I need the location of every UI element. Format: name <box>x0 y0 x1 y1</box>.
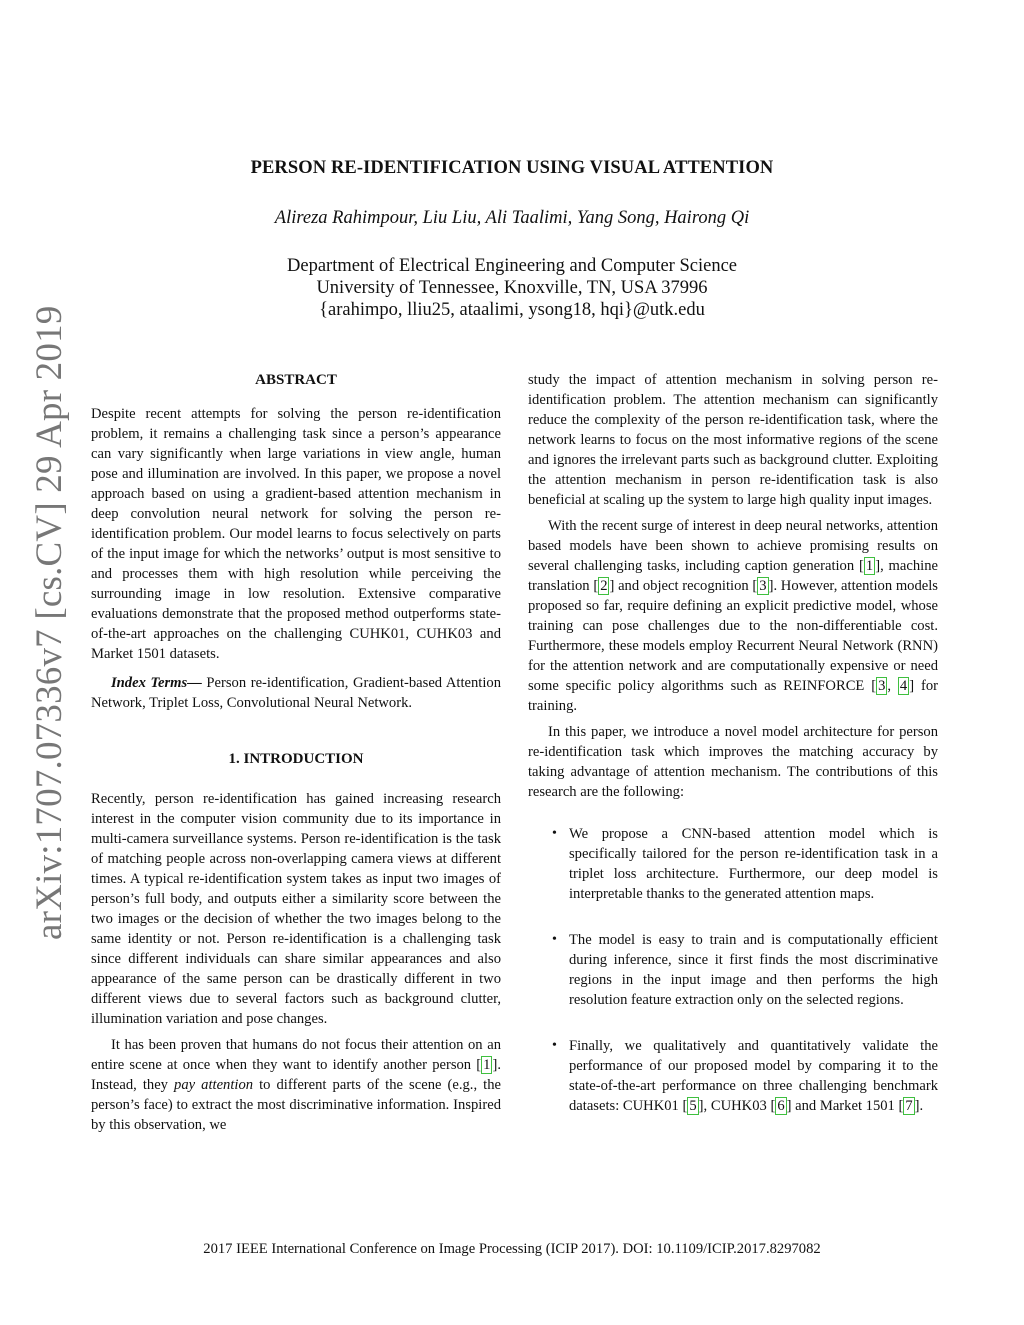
left-column <box>91 370 501 1135</box>
text-run: to different parts of the scene (e.g., the person’s face) to extract the most discriminative information. Inspired by this observation, we <box>91 1077 501 1133</box>
intro-paragraph-3: study the impact of attention mechanism in solving person re-identification problem. The attention mechanism can significantly reduce the complexity of the person re-identification task, where the network learns to focus on the most informative regions of the scene and ignores the irrelevant parts such as background clutter. Exploiting the attention mechanism in person re-identification task is also beneficial at scaling up the system to large high quality input images. <box>528 372 938 508</box>
citation-link[interactable]: 3 <box>759 578 767 594</box>
text-run: , machine translation <box>528 558 938 594</box>
right-column <box>528 370 938 1142</box>
citation-link[interactable]: 3 <box>878 678 886 694</box>
conference-footer: 2017 IEEE International Conference on Image Processing (ICIP 2017). DOI: 10.1109/ICIP.2017.8297082 <box>203 1241 821 1257</box>
list-item <box>528 824 938 904</box>
index-terms-label: Index Terms— <box>111 675 202 691</box>
text-run: . However, attention models proposed so far, require defining an explicit predictive model, whose training can pose challenges due to the non-differentiable cost. Furthermore, these models employ Recurrent Neural Network (RNN) for the attention network and are computationally expensive or need some specific policy algorithms such as REINFORCE <box>528 578 938 694</box>
intro-paragraph-2: It has been proven that humans do not focus their attention on an entire scene at once when they want to identify another person [ 1 ]. Instead, they pay attention to different parts of the scene (e.g., the person’s face) to extract the most discriminative information. Inspired by this observation, we <box>91 1037 501 1133</box>
affiliation-block <box>0 255 1024 321</box>
text-run: Finally, we qualitatively and quantitatively validate the performance of our proposed model by comparing it to the state-of-the-art performance on three challenging benchmark datasets: CUHK01 <box>569 1038 938 1114</box>
introduction-heading: 1. INTRODUCTION <box>228 751 364 767</box>
intro-paragraph-4: With the recent surge of interest in deep neural networks, attention based models have been shown to achieve promising results on several challenging tasks, including caption generation [ 1 ], machine translation [ 2 ] and object recognition [ 3 ]. However, attention models proposed so far, require defining an explicit predictive model, whose training can pose challenges due to the non-differentiable cost. Furthermore, these models employ Recurrent Neural Network (RNN) for the attention network and are computationally expensive or need some specific policy algorithms such as REINFORCE [ 3 , 4 ] for training. <box>528 518 938 714</box>
text-run: , CUHK03 <box>703 1098 771 1114</box>
emphasis-text: pay attention <box>174 1077 254 1093</box>
index-terms-text: Person re-identification, Gradient-based Attention Network, Triplet Loss, Convolutional Neural Network. <box>91 675 501 711</box>
abstract-text: Despite recent attempts for solving the person re-identification problem, it remains a challenging task since a person’s appearance can vary significantly when large variations in view angle, human pose and illumination are involved. In this paper, we propose a novel approach based on using a gradient-based attention mechanism in deep convolution neural network for solving the person re-identification problem. Our model learns to focus selectively on parts of the input image for which the networks’ output is most sensitive to and processes them with high resolution while perceiving the surrounding image in low resolution. Extensive comparative evaluations demonstrate that the proposed method outperforms state-of-the-art approaches on the challenging CUHK01, CUHK03 and Market 1501 datasets. <box>91 406 501 662</box>
citation-link[interactable]: 7 <box>905 1098 913 1114</box>
bullet-text: The model is easy to train and is computationally efficient during inference, since it first finds the most discriminative regions in the input image and then performs the high resolution feature extraction only on the selected regions. <box>569 932 938 1008</box>
bullet-text: We propose a CNN-based attention model which is specifically tailored for the person re-identification task in a triplet loss architecture. Furthermore, our deep model is interpretable thanks to the generated attention maps. <box>569 826 938 902</box>
text-run: With the recent surge of interest in deep neural networks, attention based models have been shown to achieve promising results on several challenging tasks, including caption generation <box>528 518 938 574</box>
bullet-icon: • <box>552 1038 557 1053</box>
abstract-heading: ABSTRACT <box>255 372 337 388</box>
text-run: and object recognition <box>614 578 753 594</box>
text-run: It has been proven that humans do not focus their attention on an entire scene at once when they want to identify another person <box>91 1037 501 1073</box>
text-run: . Instead, they <box>91 1057 501 1093</box>
university: University of Tennessee, Knoxville, TN, USA 37996 <box>316 278 708 298</box>
intro-paragraph-5: In this paper, we introduce a novel model architecture for person re-identification task which improves the matching accuracy by taking advantage of attention mechanism. The contributions of this research are the following: <box>528 724 938 800</box>
arxiv-identifier: arXiv:1707.07336v7 [cs.CV] 29 Apr 2019 <box>29 305 70 940</box>
list-item <box>528 930 938 1010</box>
intro-paragraph-1: Recently, person re-identification has gained increasing research interest in the computer vision community due to its importance in multi-camera surveillance systems. Person re-identification is the task of matching people across non-overlapping camera views at different times. A typical re-identification system takes as input two images of person’s full body, and outputs either a similarity score between the two images or the decision of whether the two images belong to the same identity or not. Person re-identification is a challenging task since different individuals can share similar appearances and also appearance of the same person can be drastically different in two different views due to several factors such as background clutter, illumination variation and pose changes. <box>91 791 501 1027</box>
index-terms <box>91 673 501 713</box>
citation-link[interactable]: 4 <box>899 678 908 694</box>
text-run: and Market 1501 <box>791 1098 899 1114</box>
citation-link[interactable]: 6 <box>777 1098 785 1114</box>
bullet-text: Finally, we qualitatively and quantitatively validate the performance of our proposed model by comparing it to the state-of-the-art performance on three challenging benchmark datasets: CUHK01 [ 5 ], CUHK03 [ 6 ] and Market 1501 [ 7 ]. <box>569 1038 938 1114</box>
citation-link[interactable]: 1 <box>483 1057 491 1073</box>
text-run: for training. <box>528 678 938 714</box>
department: Department of Electrical Engineering and Computer Science <box>287 256 737 276</box>
list-item <box>528 1036 938 1116</box>
text-run: . <box>919 1098 924 1114</box>
citation-separator: , <box>887 678 898 694</box>
citation-link[interactable]: 2 <box>600 578 608 594</box>
contributions-list <box>528 824 938 1116</box>
citation-link[interactable]: 5 <box>689 1098 697 1114</box>
bullet-icon: • <box>552 932 557 947</box>
citation-link[interactable]: 1 <box>865 558 874 574</box>
bullet-icon: • <box>552 826 557 841</box>
author-emails: {arahimpo, lliu25, ataalimi, ysong18, hqi}@utk.edu <box>319 300 705 320</box>
author-list: Alireza Rahimpour, Liu Liu, Ali Taalimi, Yang Song, Hairong Qi <box>274 208 750 228</box>
paper-title: PERSON RE-IDENTIFICATION USING VISUAL ATTENTION <box>250 158 774 178</box>
